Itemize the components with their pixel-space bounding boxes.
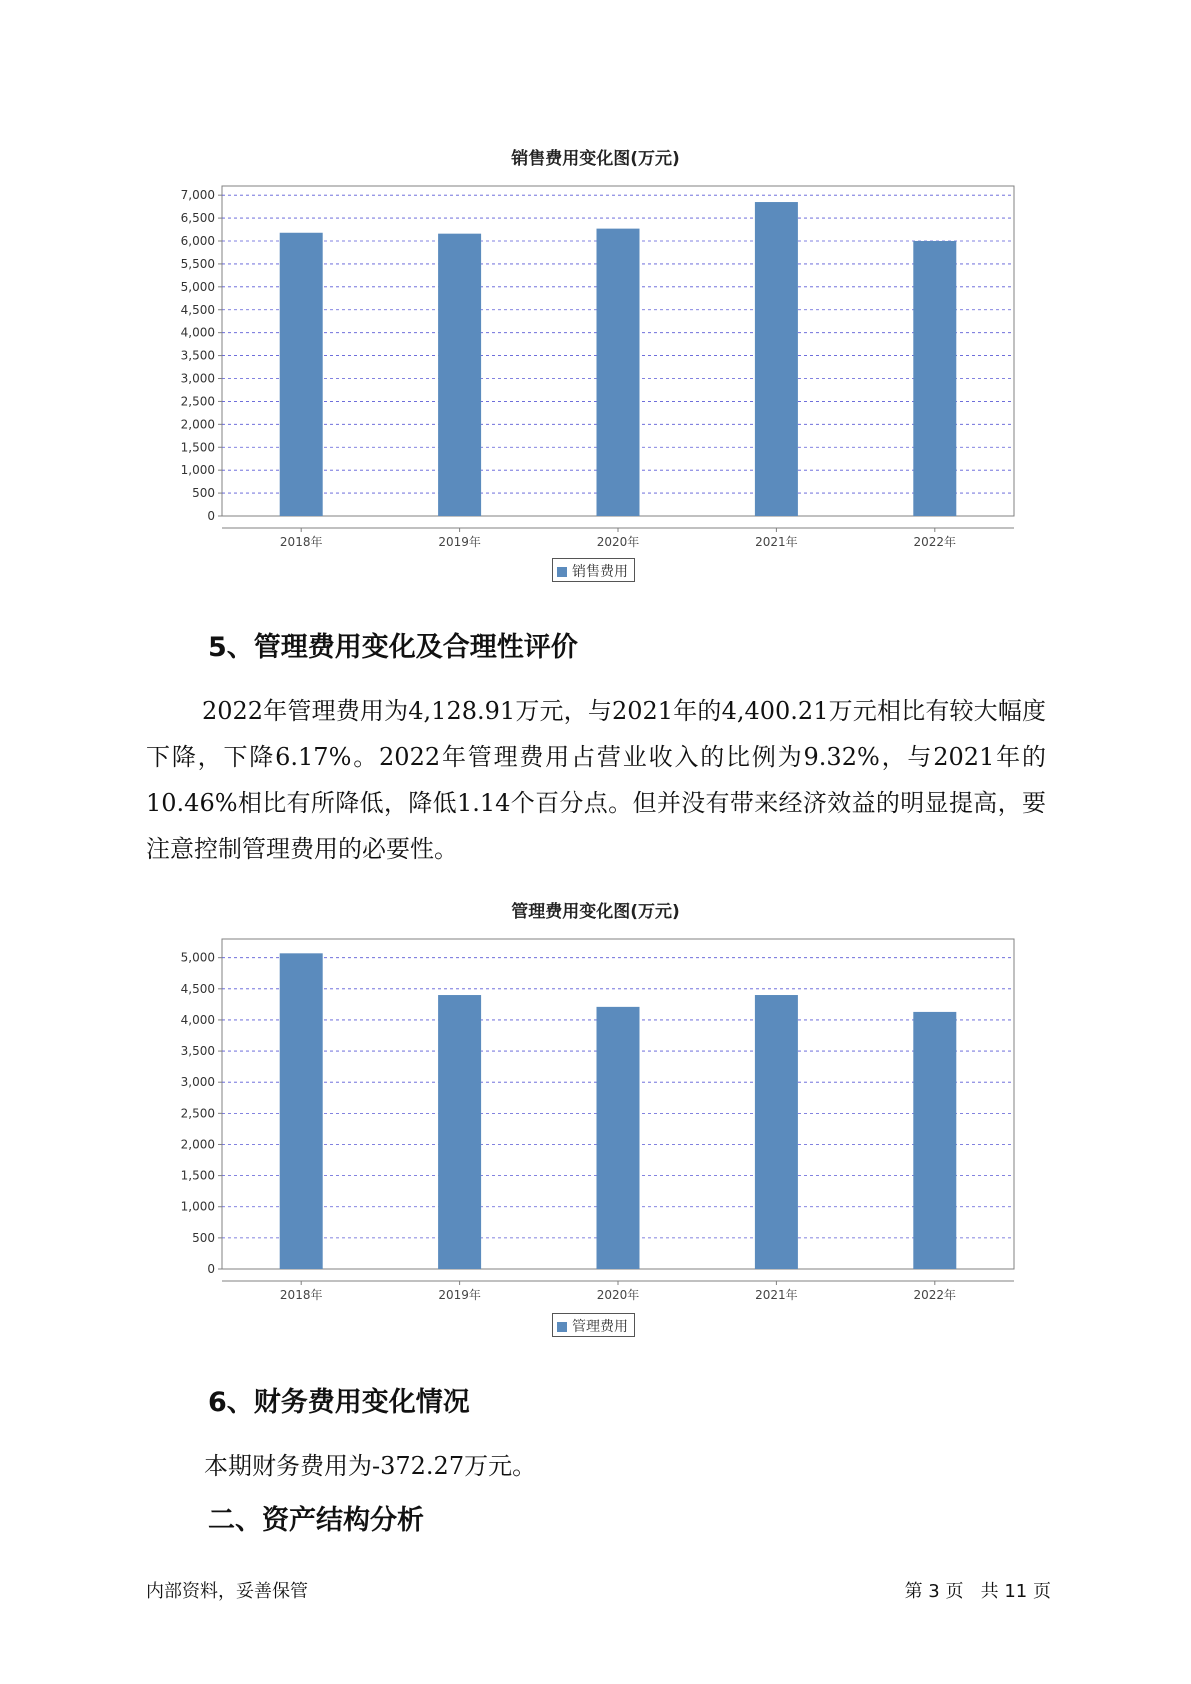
y-tick-label: 2,000	[180, 417, 215, 432]
y-tick-label: 4,500	[180, 302, 215, 317]
y-tick-label: 1,500	[180, 440, 215, 455]
y-tick-label: 4,000	[180, 325, 215, 340]
footer-left: 内部资料，妥善保管	[146, 1581, 308, 1602]
section5-paragraph: 2022年管理费用为4,128.91万元，与2021年的4,400.21万元相比有较大幅度下降，下降6.17%。2022年管理费用占营业收入的比例为9.32%，与2021年的10.46%相比有所降低，降低1.14个百分点。但并没有带来经济效益的明显提高，要注意控制管理费用的必要性。	[146, 697, 1046, 863]
y-tick-label: 500	[192, 1230, 215, 1245]
section6-heading: 6、财务费用变化情况	[208, 1387, 470, 1418]
bar	[438, 995, 481, 1269]
legend-swatch	[557, 567, 567, 577]
x-tick-label: 2021年	[755, 1288, 798, 1302]
bar	[913, 1012, 956, 1269]
bar	[280, 953, 323, 1269]
legend-swatch	[557, 1322, 567, 1332]
bar	[913, 241, 956, 516]
x-tick-label: 2020年	[596, 1288, 640, 1302]
section-two-heading: 二、资产结构分析	[208, 1505, 424, 1536]
y-tick-label: 5,000	[180, 279, 215, 294]
legend-sales	[552, 558, 635, 582]
legend-label: 管理费用	[572, 1319, 628, 1335]
bar	[597, 1007, 640, 1269]
x-tick-label: 2019年	[438, 535, 481, 549]
x-tick-label: 2022年	[913, 1288, 957, 1302]
section6-text: 本期财务费用为-372.27万元。	[204, 1452, 537, 1480]
y-tick-label: 4,000	[180, 1012, 215, 1027]
bar	[755, 202, 798, 516]
y-tick-label: 500	[192, 486, 215, 501]
y-tick-label: 3,500	[180, 1044, 215, 1059]
y-tick-label: 3,000	[180, 371, 215, 386]
y-tick-label: 6,500	[180, 211, 215, 226]
y-tick-label: 1,000	[180, 463, 215, 478]
y-tick-label: 4,500	[180, 981, 215, 996]
bar	[438, 234, 481, 516]
y-tick-label: 2,500	[180, 394, 215, 409]
admin-expense-chart	[0, 903, 1191, 1323]
y-tick-label: 1,000	[180, 1199, 215, 1214]
y-tick-label: 6,000	[180, 234, 215, 248]
x-tick-label: 2019年	[438, 1288, 481, 1302]
footer-page-number: 第 3 页 共 11 页	[904, 1581, 1051, 1602]
y-tick-label: 1,500	[180, 1168, 215, 1183]
y-tick-label: 2,000	[180, 1137, 215, 1152]
x-tick-label: 2021年	[755, 535, 798, 549]
y-tick-label: 0	[207, 509, 215, 523]
chart-title-sales: 销售费用变化图(万元)	[511, 149, 680, 169]
y-tick-label: 7,000	[180, 188, 215, 203]
bar	[755, 995, 798, 1269]
y-tick-label: 5,500	[180, 256, 215, 271]
y-tick-label: 0	[207, 1262, 215, 1276]
x-tick-label: 2018年	[279, 535, 323, 549]
x-tick-label: 2020年	[596, 535, 640, 549]
y-tick-label: 3,000	[180, 1075, 215, 1090]
chart-title-admin: 管理费用变化图(万元)	[511, 902, 680, 922]
section5-heading: 5、管理费用变化及合理性评价	[208, 632, 578, 663]
x-tick-label: 2018年	[279, 1288, 323, 1302]
legend-admin	[552, 1313, 635, 1337]
y-tick-label: 2,500	[180, 1106, 215, 1121]
y-tick-label: 3,500	[180, 348, 215, 363]
bar	[280, 233, 323, 516]
x-tick-label: 2022年	[913, 535, 957, 549]
legend-label: 销售费用	[572, 564, 628, 580]
bar	[597, 229, 640, 516]
sales-expense-chart	[0, 150, 1191, 570]
y-tick-label: 5,000	[180, 950, 215, 965]
